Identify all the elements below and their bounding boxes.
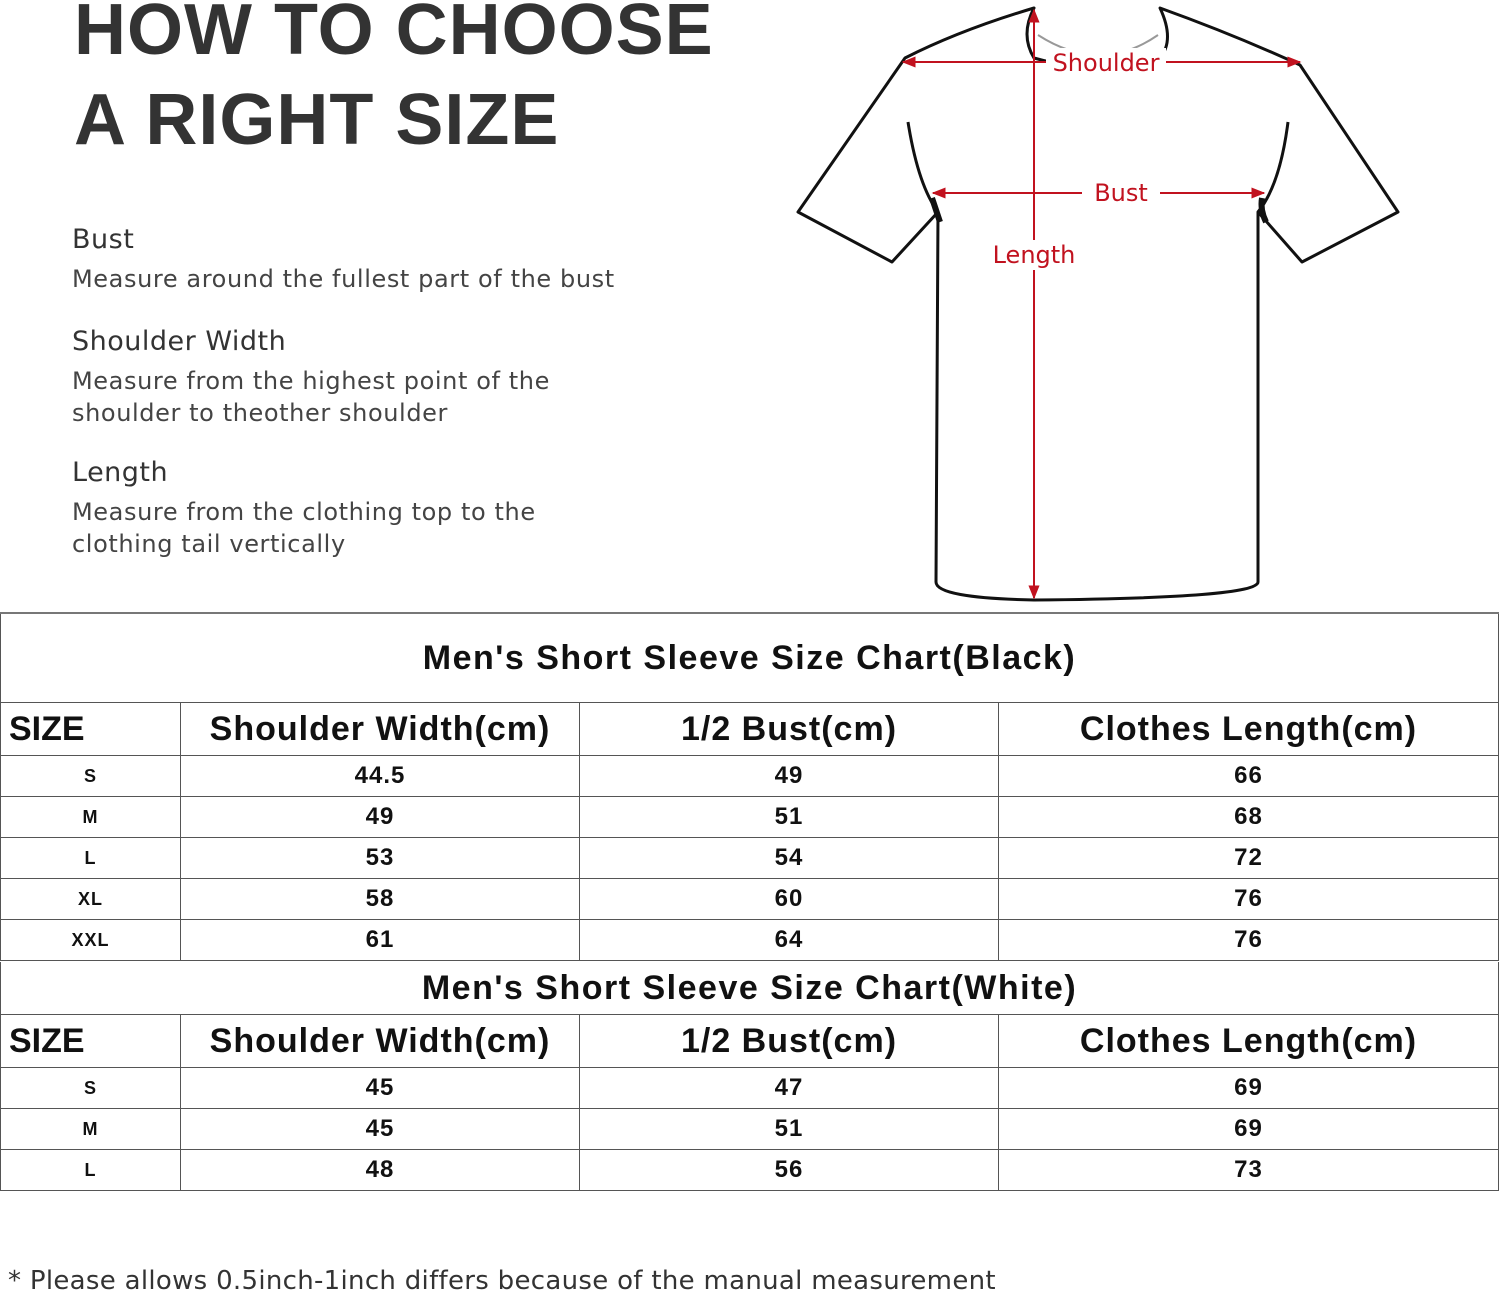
bust-label: Bust <box>1094 179 1148 207</box>
header-size: SIZE <box>1 703 181 756</box>
bust-cell: 51 <box>580 797 999 838</box>
bust-cell: 47 <box>580 1068 999 1109</box>
chart-black-title: Men's Short Sleeve Size Chart(Black) <box>1 613 1499 703</box>
bust-cell: 51 <box>580 1109 999 1150</box>
shoulder-label: Shoulder <box>1052 49 1160 77</box>
table-row <box>1 920 1499 961</box>
bust-cell: 54 <box>580 838 999 879</box>
heading-line-1: HOW TO CHOOSE <box>74 0 714 70</box>
header-clothes-length: Clothes Length(cm) <box>999 703 1499 756</box>
size-chart-white <box>0 962 1499 1191</box>
size-cell: S <box>1 756 181 797</box>
guide-length-line-1: Measure from the clothing top to the <box>72 498 536 526</box>
length-cell: 68 <box>999 797 1499 838</box>
table-row <box>1 1109 1499 1150</box>
guide-length-text <box>72 496 692 560</box>
length-cell: 72 <box>999 838 1499 879</box>
table-row <box>1 1150 1499 1191</box>
header-half-bust: 1/2 Bust(cm) <box>580 703 999 756</box>
chart-white-title: Men's Short Sleeve Size Chart(White) <box>1 962 1499 1015</box>
guide-shoulder-line-2: shoulder to theother shoulder <box>72 399 448 427</box>
shoulder-cell: 48 <box>181 1150 580 1191</box>
guide-shoulder-text <box>72 365 692 429</box>
size-cell: L <box>1 1150 181 1191</box>
size-cell: XXL <box>1 920 181 961</box>
header-half-bust: 1/2 Bust(cm) <box>580 1015 999 1068</box>
length-cell: 69 <box>999 1068 1499 1109</box>
guide-shoulder-title: Shoulder Width <box>72 326 287 357</box>
footnote: * Please allows 0.5inch-1inch differs because of the manual measurement <box>8 1266 996 1296</box>
tshirt-diagram <box>780 0 1420 608</box>
size-cell: S <box>1 1068 181 1109</box>
length-cell: 69 <box>999 1109 1499 1150</box>
shoulder-cell: 58 <box>181 879 580 920</box>
guide-bust-title: Bust <box>72 224 135 255</box>
shoulder-cell: 53 <box>181 838 580 879</box>
shoulder-cell: 61 <box>181 920 580 961</box>
size-cell: XL <box>1 879 181 920</box>
length-cell: 76 <box>999 879 1499 920</box>
bust-cell: 64 <box>580 920 999 961</box>
tshirt-outline <box>798 8 1398 600</box>
table-row <box>1 756 1499 797</box>
size-cell: M <box>1 797 181 838</box>
header-size: SIZE <box>1 1015 181 1068</box>
shoulder-cell: 49 <box>181 797 580 838</box>
length-cell: 66 <box>999 756 1499 797</box>
table-row <box>1 838 1499 879</box>
header-clothes-length: Clothes Length(cm) <box>999 1015 1499 1068</box>
bust-cell: 60 <box>580 879 999 920</box>
shoulder-cell: 44.5 <box>181 756 580 797</box>
table-row <box>1 797 1499 838</box>
guide-length-line-2: clothing tail vertically <box>72 530 346 558</box>
table-row <box>1 879 1499 920</box>
header-shoulder-width: Shoulder Width(cm) <box>181 1015 580 1068</box>
length-cell: 73 <box>999 1150 1499 1191</box>
bust-cell: 49 <box>580 756 999 797</box>
size-chart-black <box>0 612 1499 961</box>
guide-bust <box>72 224 692 295</box>
size-cell: L <box>1 838 181 879</box>
guide-length-title: Length <box>72 457 169 488</box>
guide-shoulder <box>72 326 692 429</box>
table-row <box>1 1068 1499 1109</box>
length-label: Length <box>992 241 1076 269</box>
guide-shoulder-line-1: Measure from the highest point of the <box>72 367 550 395</box>
size-cell: M <box>1 1109 181 1150</box>
heading-line-2: A RIGHT SIZE <box>74 80 560 160</box>
length-cell: 76 <box>999 920 1499 961</box>
shoulder-cell: 45 <box>181 1109 580 1150</box>
guide-length <box>72 457 692 560</box>
shoulder-cell: 45 <box>181 1068 580 1109</box>
guide-bust-text: Measure around the fullest part of the bust <box>72 265 615 293</box>
bust-cell: 56 <box>580 1150 999 1191</box>
header-shoulder-width: Shoulder Width(cm) <box>181 703 580 756</box>
